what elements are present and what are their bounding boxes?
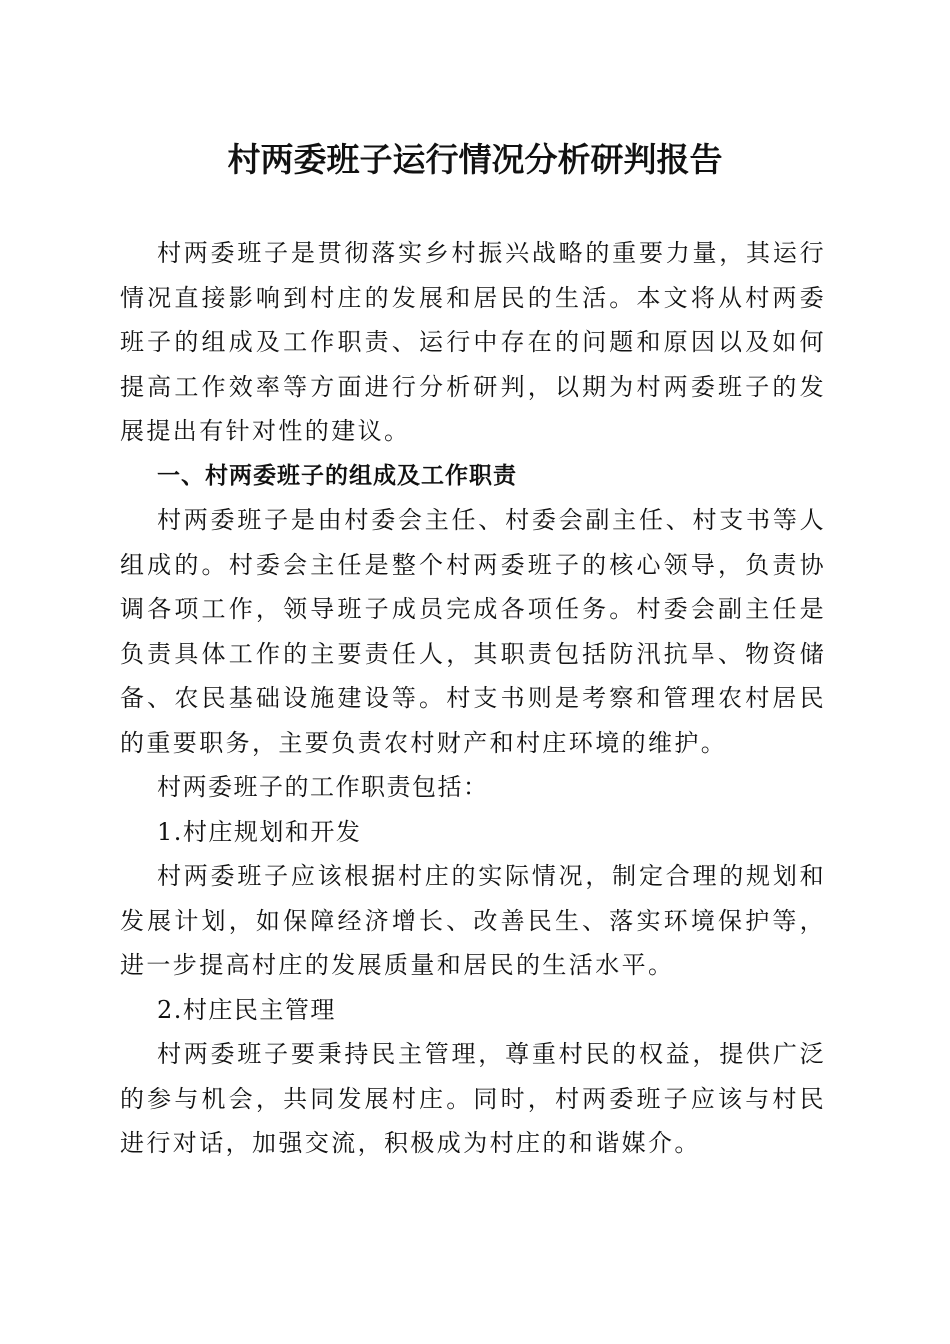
composition-paragraph: 村两委班子是由村委会主任、村委会副主任、村支书等人组成的。村委会主任是整个村两委班子的核心领导，负责协调各项工作，领导班子成员完成各项任务。村委会副主任是负责具体工作的主要责任人，其职责包括防汛抗旱、物资储备、农民基础设施建设等。村支书则是考察和管理农村居民的重要职务，主要负责农村财产和村庄环境的维护。 [120,506,826,757]
duty-item-2-text: 村两委班子要秉持民主管理，尊重村民的权益，提供广泛的参与机会，共同发展村庄。同时，村两委班子应该与村民进行对话，加强交流，积极成为村庄的和谐媒介。 [120,1040,826,1157]
document-body [120,231,826,1166]
section-heading-1: 一、村两委班子的组成及工作职责 [157,462,517,489]
document-title: 村两委班子运行情况分析研判报告 [227,140,723,179]
duty-item-1-title: 1.村庄规划和开发 [157,817,362,846]
duties-intro: 村两委班子的工作职责包括： [157,773,489,801]
intro-paragraph: 村两委班子是贯彻落实乡村振兴战略的重要力量，其运行情况直接影响到村庄的发展和居民的生活。本文将从村两委班子的组成及工作职责、运行中存在的问题和原因以及如何提高工作效率等方面进行分析研判，以期为村两委班子的发展提出有针对性的建议。 [120,239,826,445]
duty-item-1-text: 村两委班子应该根据村庄的实际情况，制定合理的规划和发展计划，如保障经济增长、改善民生、落实环境保护等，进一步提高村庄的发展质量和居民的生活水平。 [120,862,826,979]
duty-item-2-title: 2.村庄民主管理 [157,995,336,1024]
